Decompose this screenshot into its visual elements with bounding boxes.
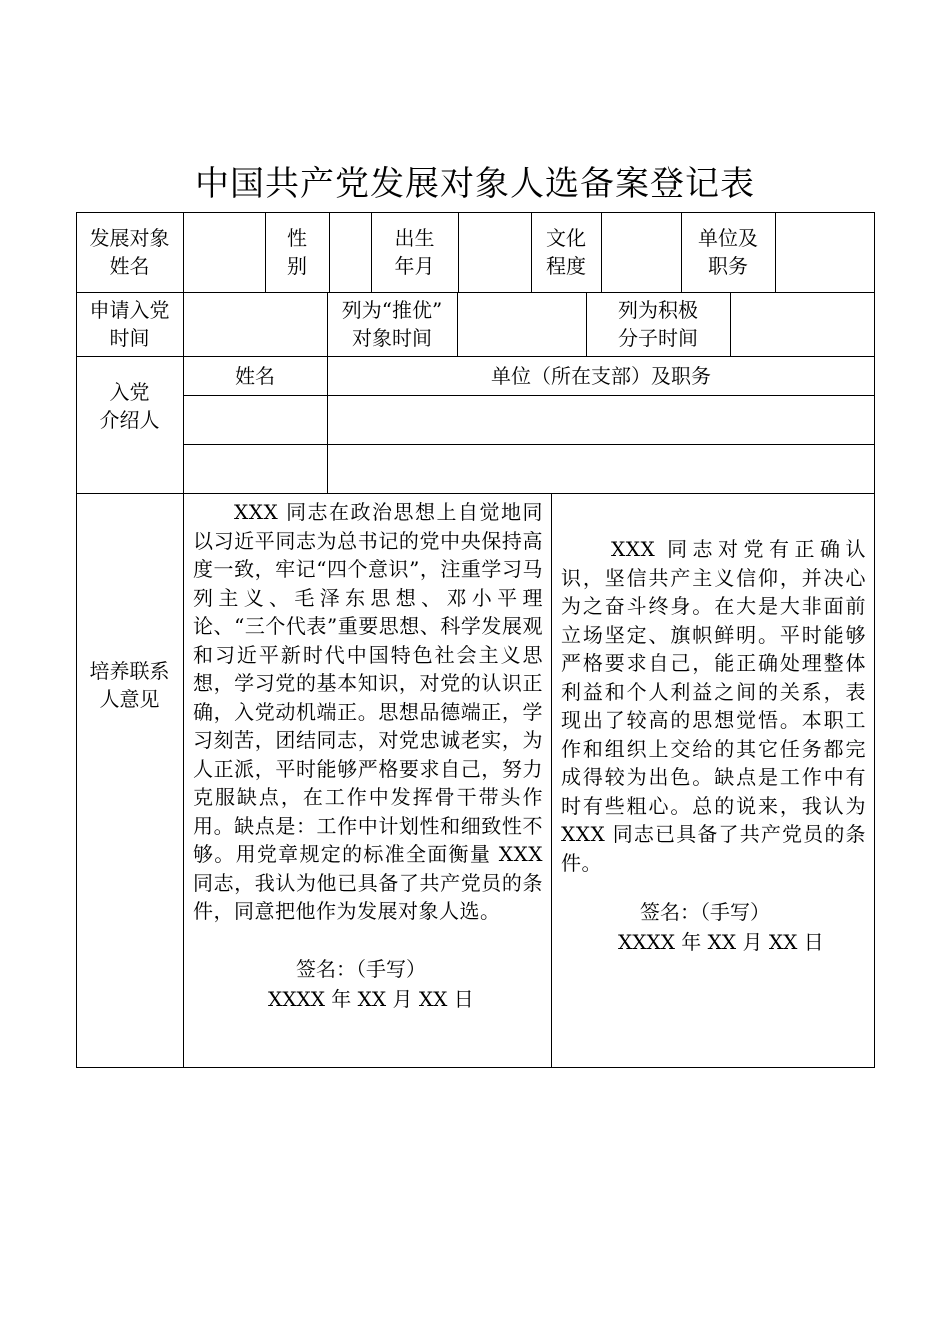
left-date: XXXX 年 XX 月 XX 日	[268, 987, 474, 1011]
col-divider	[551, 493, 552, 1068]
name-field[interactable]	[184, 213, 265, 292]
form-title: 中国共产党发展对象人选备案登记表	[195, 164, 755, 204]
recommend-time-field[interactable]	[458, 293, 586, 356]
unit-label: 单位及 职务	[698, 226, 758, 278]
introducer-2-name-field[interactable]	[184, 445, 327, 493]
education-label: 文化 程度	[546, 226, 586, 278]
education-field[interactable]	[602, 213, 681, 292]
right-opinion-text: XXX 同志对党有正确认识，坚信共产主义信仰，并决心为之奋斗终身。在大是大非面前立场坚定、旗帜鲜明。平时能够严格要求自己，能正确处理整体利益和个人利益之间的关系，表现出了较高的思想觉悟。本职工作和组织上交给的其它任务都完成得较为出色。缺点是工作中有时有些粗心。总的说来，我认为 XXX 同志已具备了共产党员的条件。	[561, 537, 866, 875]
introducer-label: 入党 介绍人	[99, 380, 160, 432]
right-date: XXXX 年 XX 月 XX 日	[618, 930, 824, 954]
opinion-label: 培养联系 人意见	[89, 659, 170, 711]
birth-field[interactable]	[459, 213, 531, 292]
name-label: 发展对象 姓名	[89, 226, 170, 278]
introducer-1-name-field[interactable]	[184, 396, 327, 444]
recommend-time-label: 列为“推优” 对象时间	[341, 298, 443, 350]
gender-label: 性 别	[287, 226, 307, 278]
left-signature: 签名：（手写）	[296, 957, 426, 981]
right-signature: 签名：（手写）	[640, 900, 770, 924]
unit-field[interactable]	[776, 213, 874, 292]
apply-time-field[interactable]	[184, 293, 327, 356]
introducer-2-unit-field[interactable]	[328, 445, 874, 493]
introducer-name-header: 姓名	[235, 363, 275, 388]
gender-field[interactable]	[330, 213, 371, 292]
birth-label: 出生 年月	[394, 226, 435, 278]
activist-time-label: 列为积极 分子时间	[618, 298, 698, 350]
left-opinion-text: XXX 同志在政治思想上自觉地同以习近平同志为总书记的党中央保持高度一致，牢记“四个意识”，注重学习马列主义、毛泽东思想、邓小平理论、“三个代表”重要思想、科学发展观和习近平新时代中国特色社会主义思想，学习党的基本知识，对党的认识正确，入党动机端正。思想品德端正，学习刻苦，团结同志，对党忠诚老实，为人正派，平时能够严格要求自己，努力克服缺点，在工作中发挥骨干带头作用。缺点是：工作中计划性和细致性不够。用党章规定的标准全面衡量 XXX 同志，我认为他已具备了共产党员的条件，同意把他作为发展对象人选。	[193, 500, 543, 923]
row-divider	[76, 493, 875, 494]
introducer-unit-header: 单位（所在支部）及职务	[491, 363, 711, 388]
activist-time-field[interactable]	[731, 293, 874, 356]
introducer-1-unit-field[interactable]	[328, 396, 874, 444]
apply-time-label: 申请入党 时间	[89, 298, 170, 350]
